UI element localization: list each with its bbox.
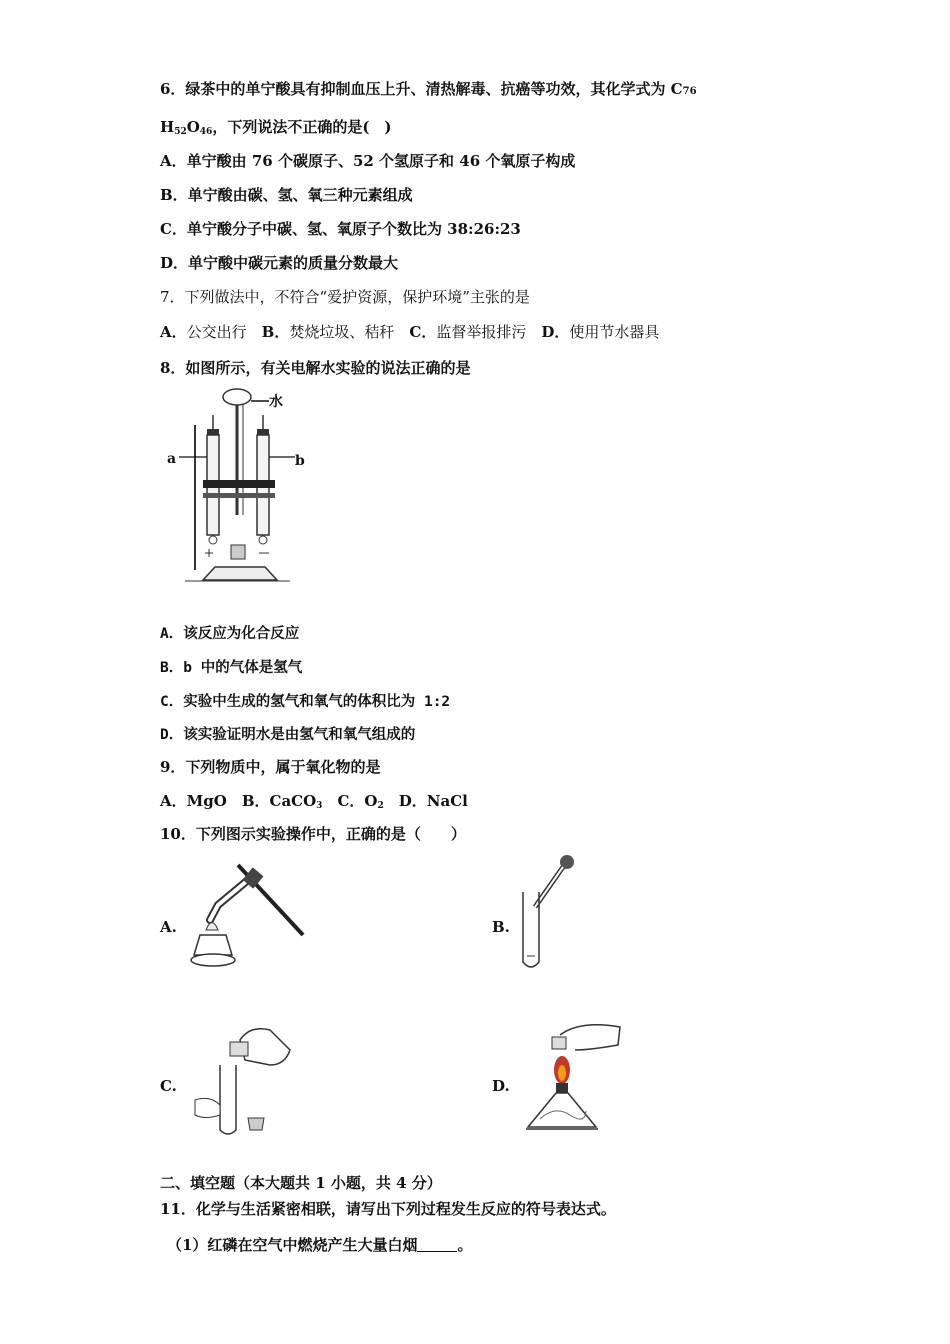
q10-figure-a-heating-tube [188,860,308,975]
q6-c-subscript: 76 [682,86,697,97]
q6-stem-end: ，下列说法不正确的是( ) [212,118,392,136]
q10-figure-c-pouring [190,1020,300,1138]
q9-options [160,790,468,811]
q11-part1 [167,1234,472,1255]
q11-stem: 11．化学与生活紧密相联，请写出下列过程发生反应的符号表达式。 [160,1200,616,1218]
figure-label-a: a [167,451,177,467]
q8-option-b: B．b 中的气体是氢气 [160,660,303,676]
q9-option-d: D．NaCl [398,792,468,810]
q7-stem: 7．下列做法中，不符合“爱护资源，保护环境”主张的是 [160,288,530,306]
q7-option-c: 监督举报排污 [436,323,527,341]
q9-option-c: C．O [337,792,378,810]
q9-option-c-subscript: 2 [377,801,384,811]
q10-label-c: C. [160,1077,177,1095]
q9-option-b-subscript: 3 [316,801,323,811]
q7-option-d: 使用节水器具 [569,323,660,341]
q7-options [160,321,659,342]
q6-option-a: A．单宁酸由 76 个碳原子、52 个氢原子和 46 个氧原子构成 [160,152,576,170]
q7-option-c-letter: C． [409,323,437,341]
q8-option-d: D．该实验证明水是由氢气和氧气组成的 [160,727,416,743]
q11-part1-text: （1）红磷在空气中燃烧产生大量白烟 [167,1236,418,1254]
q9-option-a: A．MgO [160,792,227,810]
q7-option-d-letter: D． [541,323,570,341]
q6-o: O [186,118,200,136]
q6-stem-text: 6．绿茶中的单宁酸具有抑制血压上升、清热解毒、抗癌等功效，其化学式为 C [160,80,683,98]
q7-option-b: 焚烧垃圾、秸秆 [289,323,395,341]
q6-option-c: C．单宁酸分子中碳、氢、氧原子个数比为 38:26:23 [160,220,521,238]
q10-label-d: D. [492,1077,510,1095]
section2-heading: 二、填空题（本大题共 1 小题，共 4 分） [160,1174,442,1192]
q11-part1-answer-blank[interactable] [417,1237,457,1252]
q8-option-a: A．该反应为化合反应 [160,626,300,642]
q9-stem: 9．下列物质中，属于氧化物的是 [160,758,381,776]
q7-option-a: 公交出行 [186,323,247,341]
q7-option-a-letter: A． [160,323,187,341]
q6-h-subscript: 52 [174,127,187,137]
figure-label-water: 水 [269,394,283,410]
q6-o-subscript: 46 [199,127,213,137]
q10-figure-d-alcohol-lamp [520,1015,625,1140]
q11-part1-end: 。 [457,1236,473,1254]
q10-label-a: A. [160,918,177,936]
q6-option-d: D．单宁酸中碳元素的质量分数最大 [160,254,399,272]
q10-stem: 10．下列图示实验操作中，正确的是（ ） [160,825,466,843]
q8-stem: 8．如图所示，有关电解水实验的说法正确的是 [160,359,471,377]
q6-stem-line1 [160,78,697,99]
q8-option-c: C．实验中生成的氢气和氧气的体积比为 1:2 [160,694,451,710]
q9-option-b: B．CaCO [241,792,317,810]
q7-option-b-letter: B． [261,323,290,341]
q10-figure-b-dropper [515,852,585,974]
q10-label-b: B. [492,918,510,936]
figure-label-b: b [295,453,305,469]
q6-h: H [160,118,175,136]
q6-stem-line2 [160,116,392,137]
electrolysis-apparatus-figure [165,385,315,590]
q6-option-b: B．单宁酸由碳、氢、氧三种元素组成 [160,186,413,204]
